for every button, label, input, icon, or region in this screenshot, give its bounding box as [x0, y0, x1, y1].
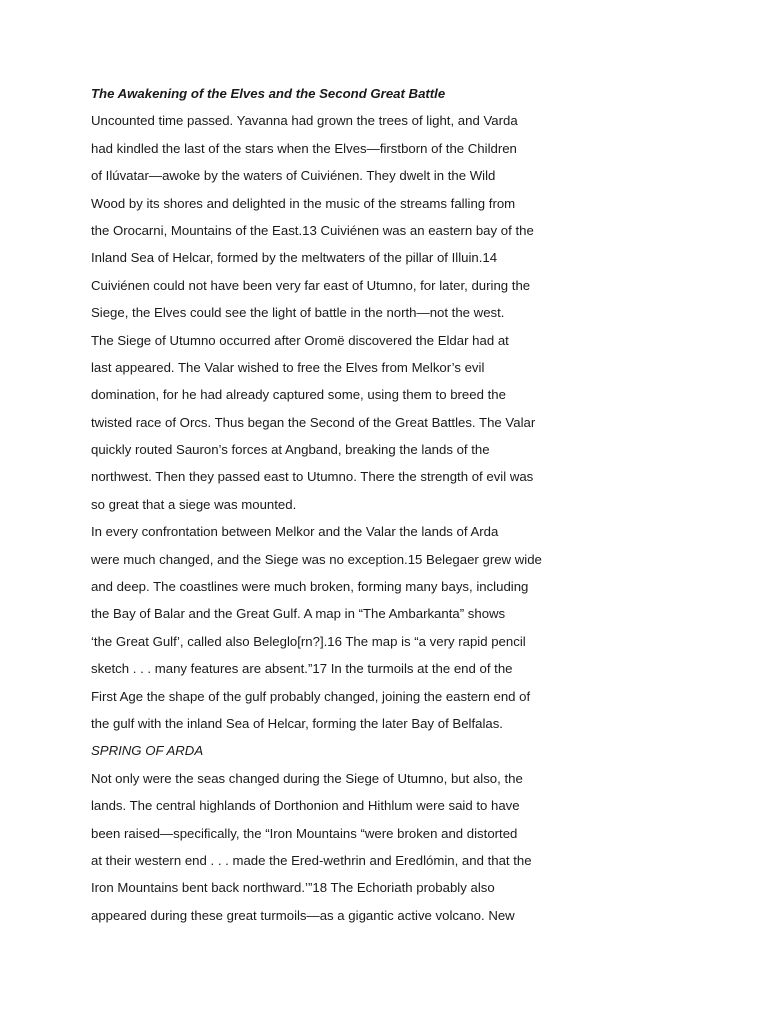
text-line: last appeared. The Valar wished to free the Elves from Melkor’s evil: [91, 359, 485, 375]
text-line: sketch . . . many features are absent.”17 In the turmoils at the end of the: [91, 661, 513, 677]
document-title: The Awakening of the Elves and the Second Great Battle: [91, 86, 446, 101]
text-line: Uncounted time passed. Yavanna had grown the trees of light, and Varda: [91, 113, 518, 129]
text-line: domination, for he had already captured some, using them to breed the: [91, 387, 506, 403]
body-text: [91, 107, 571, 737]
text-line: Not only were the seas changed during the Siege of Utumno, but also, the: [91, 770, 523, 786]
section-body-text: [91, 765, 571, 929]
text-line: quickly routed Sauron’s forces at Angband, breaking the lands of the: [91, 442, 490, 458]
text-line: First Age the shape of the gulf probably changed, joining the eastern end of: [91, 688, 531, 704]
text-line: northwest. Then they passed east to Utumno. There the strength of evil was: [91, 469, 534, 485]
text-line: The Siege of Utumno occurred after Oromë discovered the Eldar had at: [91, 332, 509, 348]
text-line: and deep. The coastlines were much broken, forming many bays, including: [91, 579, 529, 595]
text-line: the Bay of Balar and the Great Gulf. A map in “The Ambarkanta” shows: [91, 606, 506, 622]
text-line: In every confrontation between Melkor and the Valar the lands of Arda: [91, 524, 499, 540]
text-line: at their western end . . . made the Ered-wethrin and Eredlómin, and that the: [91, 852, 532, 868]
text-line: Iron Mountains bent back northward.’”18 The Echoriath probably also: [91, 880, 495, 896]
text-line: twisted race of Orcs. Thus began the Second of the Great Battles. The Valar: [91, 414, 536, 430]
text-line: lands. The central highlands of Dorthonion and Hithlum were said to have: [91, 798, 520, 814]
text-line: of Ilúvatar—awoke by the waters of Cuiviénen. They dwelt in the Wild: [91, 168, 496, 184]
text-line: Siege, the Elves could see the light of battle in the north—not the west.: [91, 305, 505, 321]
text-line: ‘the Great Gulf’, called also Beleglo[rn?].16 The map is “a very rapid pencil: [91, 633, 526, 649]
text-line: the gulf with the inland Sea of Helcar, forming the later Bay of Belfalas.: [91, 715, 503, 731]
text-line: were much changed, and the Siege was no exception.15 Belegaer grew wide: [91, 551, 542, 567]
text-line: Cuiviénen could not have been very far east of Utumno, for later, during the: [91, 277, 531, 293]
text-line: had kindled the last of the stars when the Elves—firstborn of the Children: [91, 140, 517, 156]
text-line: Inland Sea of Helcar, formed by the meltwaters of the pillar of Illuin.14: [91, 250, 498, 266]
section-heading: SPRING OF ARDA: [91, 743, 204, 759]
text-line: Wood by its shores and delighted in the music of the streams falling from: [91, 195, 516, 211]
text-line: been raised—specifically, the “Iron Mountains “were broken and distorted: [91, 825, 518, 841]
document-text: [91, 80, 571, 929]
text-line: appeared during these great turmoils—as a gigantic active volcano. New: [91, 907, 515, 923]
text-line: so great that a siege was mounted.: [91, 496, 297, 512]
text-line: the Orocarni, Mountains of the East.13 Cuiviénen was an eastern bay of the: [91, 222, 534, 238]
